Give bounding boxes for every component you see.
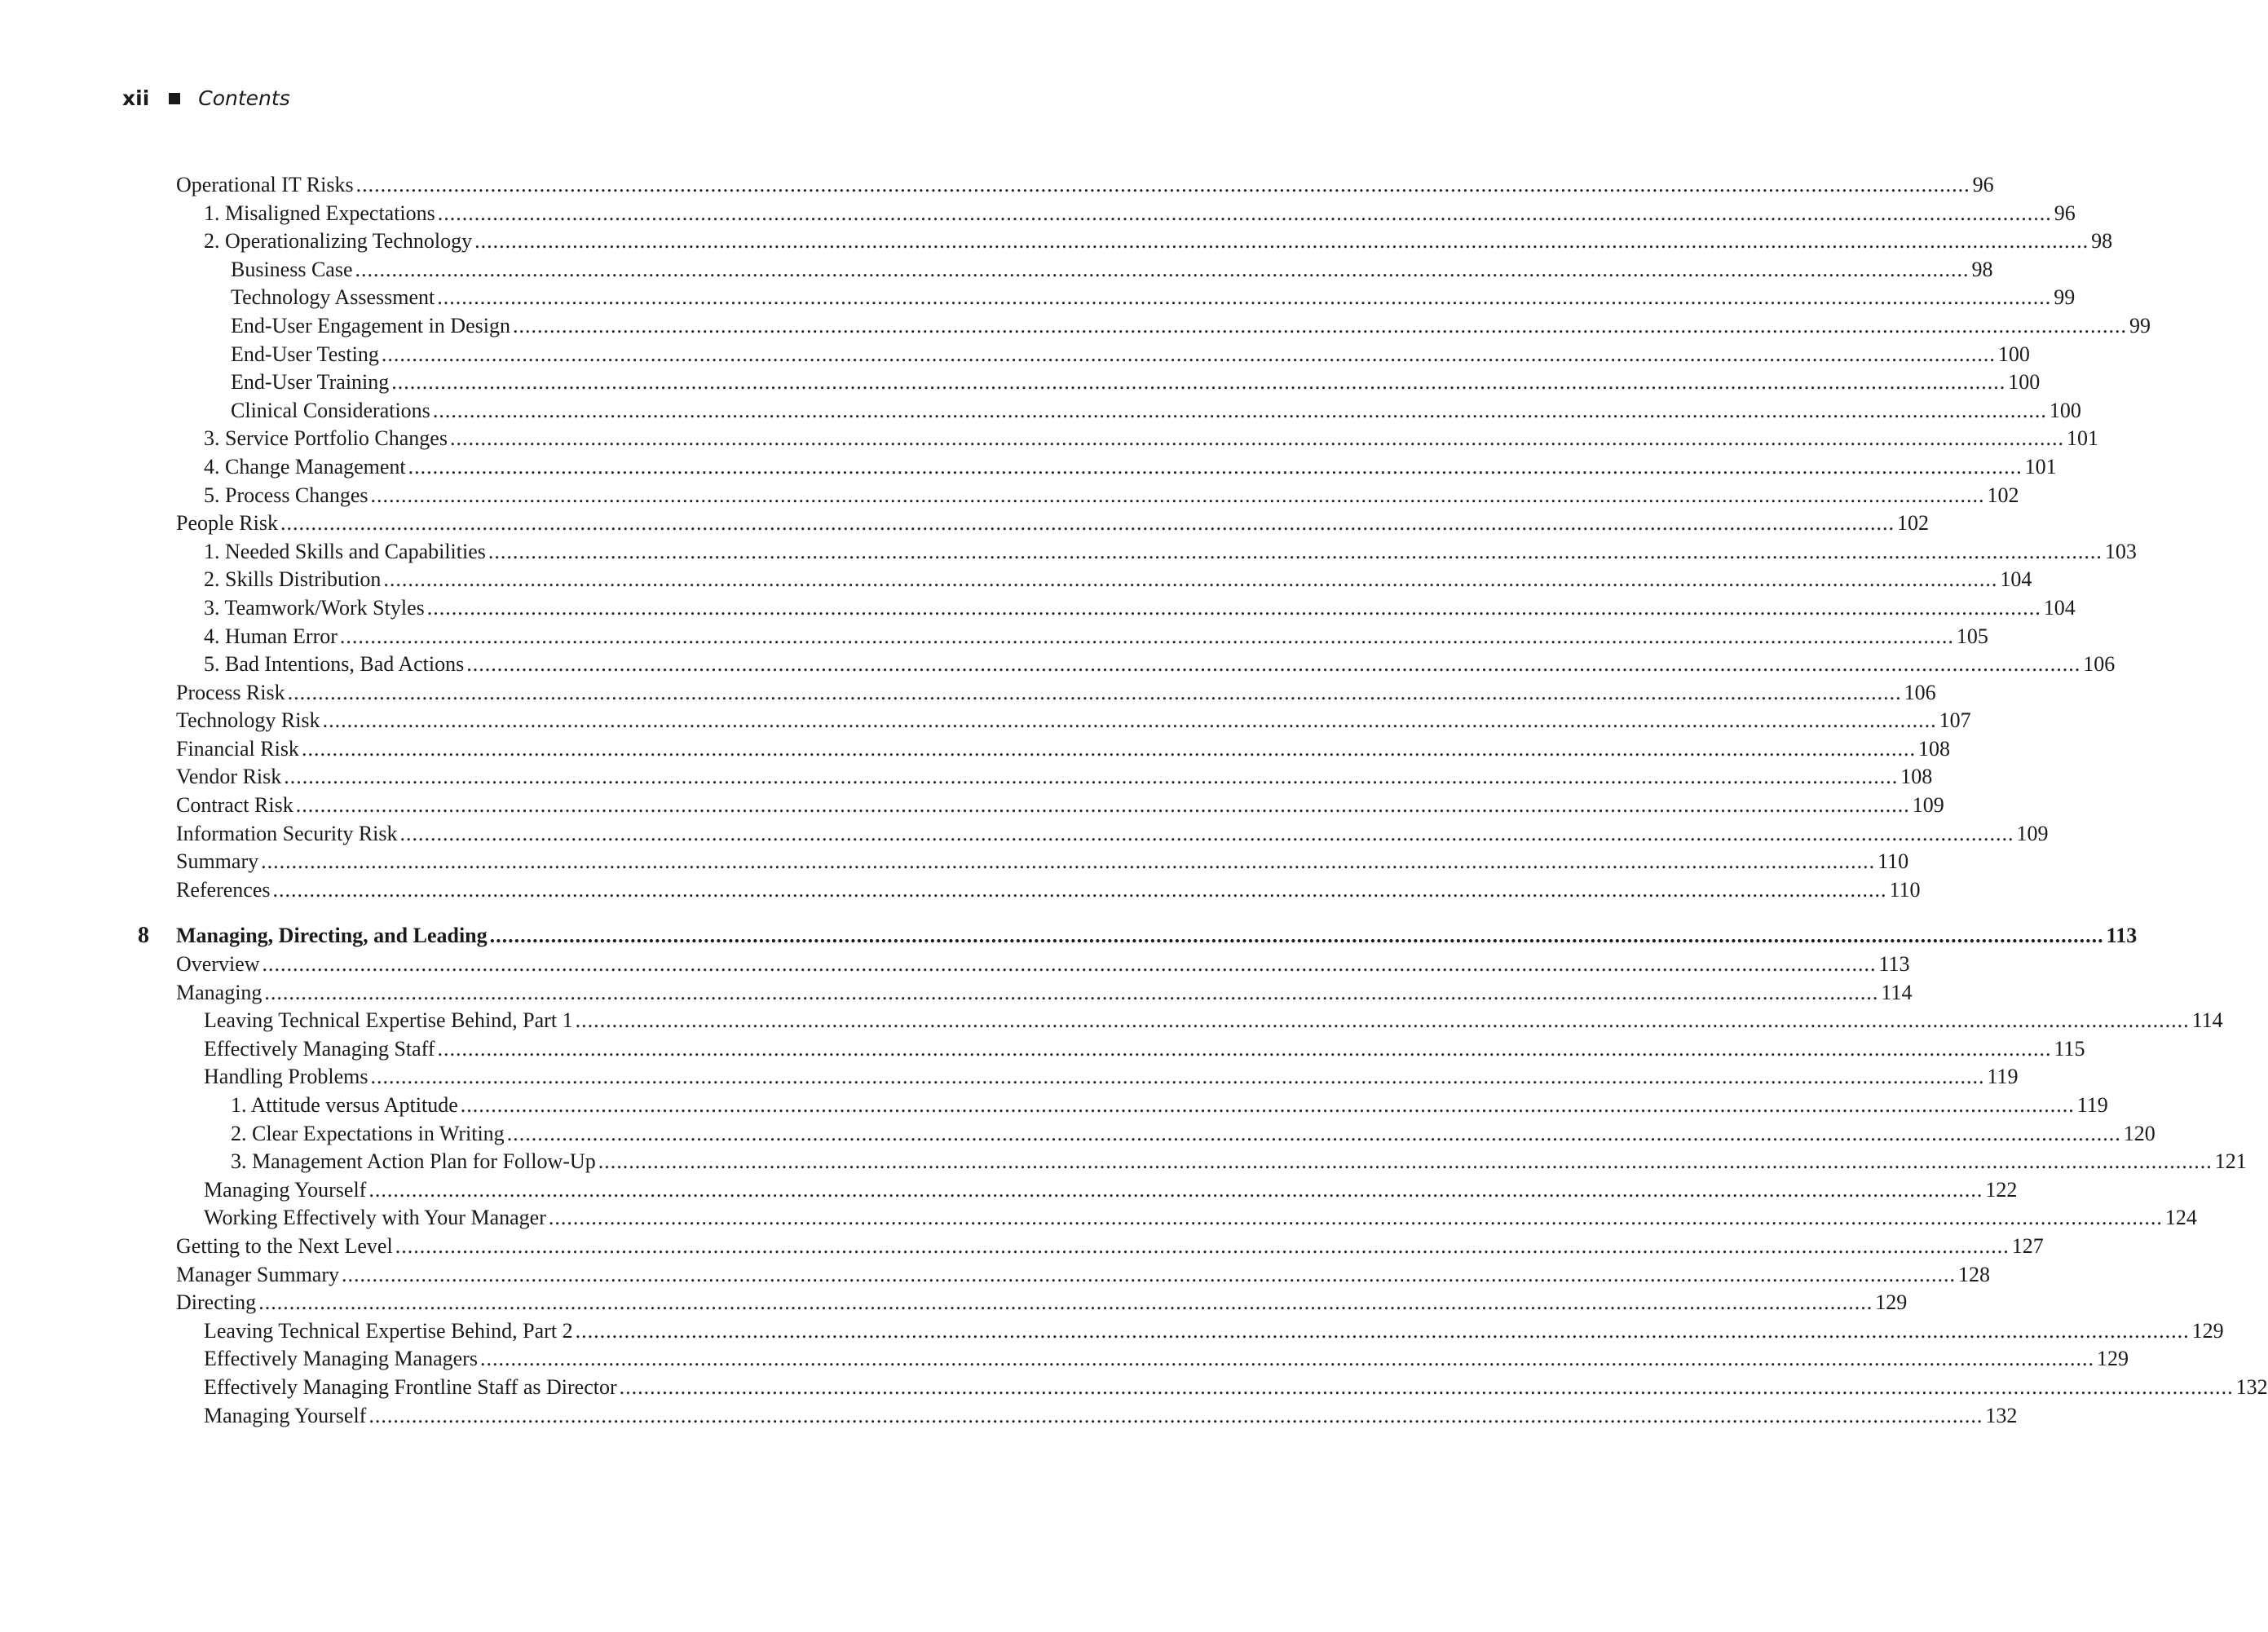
toc-entry-page: 100 [2008,370,2041,395]
toc-entry[interactable] [176,979,1913,1008]
dot-leader [391,368,2005,397]
toc-entry-page: 96 [2054,201,2076,225]
dot-leader [382,341,1996,369]
toc-entry-page: 129 [2191,1318,2224,1343]
dot-leader [356,171,1970,200]
toc-entry[interactable] [176,341,2030,369]
dot-leader [280,509,1895,538]
toc-entry[interactable] [176,707,1971,735]
toc-entry-page: 105 [1956,624,1988,648]
dot-leader [323,707,1937,735]
toc-entry-label: Working Effectively with Your Manager [204,1206,546,1230]
dot-leader [370,482,1984,510]
toc-entry[interactable] [176,200,2076,228]
toc-entry[interactable] [176,368,2041,397]
toc-entry-label: 3. Management Action Plan for Follow-Up [231,1149,596,1174]
toc-entry-label: Handling Problems [204,1065,368,1089]
dot-leader [288,679,1902,708]
toc-entry[interactable] [176,482,2019,510]
toc-entry-page: 98 [2091,229,2113,254]
toc-entry-label: Leaving Technical Expertise Behind, Part 1 [204,1008,573,1033]
toc-entry-label: Vendor Risk [176,765,282,789]
toc-entry[interactable] [176,1233,2044,1261]
toc-entry-page: 114 [1881,980,1913,1004]
toc-entry[interactable] [176,1148,2247,1176]
dot-leader [576,1007,2190,1035]
dot-leader [620,1374,2234,1402]
toc-entry[interactable] [176,651,2116,679]
dot-leader [507,1120,2121,1149]
toc-entry-label: End-User Training [231,370,390,395]
dot-leader [408,453,2023,482]
toc-entry[interactable] [176,623,1988,651]
toc-entry[interactable] [176,594,2076,623]
toc-entry-label: 1. Misaligned Expectations [204,201,435,225]
toc-entry-page: 129 [2096,1347,2129,1371]
toc-entry-label: Technology Assessment [231,285,435,310]
toc-entry-page: 121 [2214,1149,2247,1174]
toc-entry[interactable] [176,1204,2197,1233]
toc-entry-label: Managing [176,980,263,1004]
toc-entry-label: Getting to the Next Level [176,1233,393,1258]
dot-leader [490,922,2104,951]
toc-entry-label: 1. Needed Skills and Capabilities [204,539,486,563]
toc-entry-page: 122 [1985,1177,2018,1202]
toc-entry[interactable] [176,538,2137,567]
toc-entry-label: Directing [176,1290,257,1315]
dot-leader [284,763,1898,792]
toc-entry-label: Effectively Managing Staff [204,1036,435,1061]
toc-entry-page: 102 [1987,483,2019,507]
toc-entry-page: 104 [2000,567,2032,592]
toc-entry[interactable] [176,1007,2223,1035]
toc-entry-label: 2. Skills Distribution [204,567,382,592]
toc-entry-label: 4. Human Error [204,624,338,648]
toc-entry-label: Business Case [231,257,353,281]
dot-leader [371,1063,1985,1092]
toc-entry-label: People Risk [176,511,278,536]
toc-entry-page: 106 [2083,652,2116,677]
dot-leader [480,1345,2094,1374]
dot-leader [383,566,1997,594]
toc-entry[interactable] [176,1092,2108,1120]
toc-entry-page: 108 [1917,736,1950,761]
toc-entry[interactable] [176,1317,2224,1346]
toc-entry[interactable] [176,848,1909,876]
toc-entry-page: 100 [2049,398,2081,422]
toc-entry-page: 115 [2054,1036,2085,1061]
toc-entry[interactable] [176,312,2151,341]
toc-entry-label: 2. Clear Expectations in Writing [231,1121,505,1145]
toc-entry-page: 103 [2104,539,2137,563]
toc-entry-label: End-User Engagement in Design [231,313,510,337]
dot-leader [368,1176,1983,1205]
toc-chapter-entry[interactable] [138,922,2138,951]
dot-leader [368,1402,1983,1431]
dot-leader [302,735,1916,764]
toc-entry-page: 119 [2076,1093,2108,1117]
toc-entry-page: 124 [2164,1206,2197,1230]
toc-entry-label: Contract Risk [176,793,293,818]
toc-entry[interactable] [176,284,2076,312]
chapter-number: 8 [138,923,149,949]
dot-leader [355,256,1970,284]
toc-entry-page: 108 [1900,765,1933,789]
toc-entry-label: Effectively Managing Frontline Staff as Director [204,1374,617,1399]
toc-entry-page: 129 [1875,1290,1908,1315]
toc-entry-page: 120 [2123,1121,2155,1145]
toc-entry-page: 96 [1972,173,1994,196]
toc-entry-page: 109 [2016,821,2049,845]
toc-entry-page: 132 [2235,1374,2268,1399]
dot-leader [438,1035,2052,1064]
toc-entry-page: 114 [2191,1008,2223,1033]
toc-entry[interactable] [176,171,1994,200]
dot-leader [427,594,2041,623]
running-title: Contents [198,86,290,110]
dot-leader [258,1289,1873,1317]
toc-entry[interactable] [176,792,1944,820]
toc-entry-label: Clinical Considerations [231,398,430,422]
toc-entry-label: 4. Change Management [204,454,406,479]
toc-entry-label: References [176,877,271,902]
dot-leader [474,227,2089,256]
dot-leader [488,538,2103,567]
toc-entry-page: 110 [1889,877,1921,902]
toc-entry-label: Managing Yourself [204,1177,367,1202]
dot-leader [513,312,2127,341]
toc-entry[interactable] [176,425,2098,453]
toc-entry[interactable] [176,679,1936,708]
dot-leader [400,820,2014,849]
dot-leader [576,1317,2190,1346]
toc-entry[interactable] [176,735,1950,764]
toc-entry-label: 5. Bad Intentions, Bad Actions [204,652,465,677]
toc-entry-page: 104 [2043,595,2076,620]
toc-entry-label: Leaving Technical Expertise Behind, Part 2 [204,1318,573,1343]
dot-leader [549,1204,2163,1233]
toc-entry[interactable] [176,256,1993,284]
dot-leader [272,876,1886,905]
toc-entry-label: 5. Process Changes [204,483,368,507]
toc-entry-label: Summary [176,849,259,874]
dot-leader [395,1233,2010,1261]
dot-leader [437,284,2051,312]
toc-entry-page: 98 [1971,257,1993,281]
dot-leader [342,1261,1956,1290]
toc-entry[interactable] [176,566,2032,594]
dot-leader [264,979,1878,1008]
toc-entry-page: 101 [2066,426,2098,451]
dot-leader [466,651,2080,679]
toc-entry[interactable] [176,397,2081,426]
dot-leader [438,200,2052,228]
toc-entry-label: 3. Service Portfolio Changes [204,426,448,451]
dot-leader [461,1092,2075,1120]
square-bullet-icon [169,93,180,104]
toc-entry-page: 127 [2011,1233,2044,1258]
toc-entry[interactable] [176,1374,2268,1402]
toc-entry-page: 113 [2106,924,2138,948]
toc-entry[interactable] [176,763,1933,792]
toc-entry[interactable] [176,820,2049,849]
toc-entry-label: Operational IT Risks [176,173,354,196]
toc-entry[interactable] [176,1120,2155,1149]
toc-entry-page: 110 [1877,849,1909,874]
toc-entry[interactable] [176,1345,2129,1374]
toc-entry[interactable] [176,951,1910,979]
dot-leader [433,397,2047,426]
toc-entry-label: Technology Risk [176,708,320,733]
toc-entry-label: Manager Summary [176,1262,340,1286]
toc-entry-page: 101 [2024,454,2057,479]
running-header [122,86,290,110]
dot-leader [340,623,1954,651]
toc-entry-page: 132 [1985,1403,2018,1427]
dot-leader [296,792,1910,820]
dot-leader [261,848,1875,876]
page-number: xii [122,86,150,110]
toc-entry[interactable] [176,1289,1908,1317]
toc-entry[interactable] [176,227,2113,256]
toc-entry-label: Managing Yourself [204,1403,367,1427]
toc-entry[interactable] [176,1261,1991,1290]
toc-entry-page: 106 [1904,680,1936,704]
toc-entry-label: Process Risk [176,680,285,704]
toc-entry-page: 99 [2054,285,2076,310]
table-of-contents [138,171,2268,1430]
toc-entry-label: 3. Teamwork/Work Styles [204,595,425,620]
dot-leader [598,1148,2213,1176]
dot-leader [450,425,2064,453]
toc-entry-page: 107 [1939,708,1971,733]
toc-entry-page: 99 [2129,313,2151,337]
toc-entry[interactable] [176,1176,2018,1205]
toc-entry-page: 128 [1958,1262,1991,1286]
toc-entry-label: 2. Operationalizing Technology [204,229,473,254]
toc-entry-label: Information Security Risk [176,821,398,845]
toc-entry-page: 119 [1987,1065,2019,1089]
toc-entry-label: Effectively Managing Managers [204,1347,478,1371]
toc-entry-label: Overview [176,952,260,977]
toc-entry[interactable] [176,1402,2018,1431]
toc-entry-label: Managing, Directing, and Leading [176,924,488,948]
toc-entry[interactable] [176,1063,2019,1092]
toc-entry[interactable] [176,509,1929,538]
toc-entry-page: 102 [1896,511,1929,536]
toc-entry-label: End-User Testing [231,342,379,366]
dot-leader [263,951,1877,979]
toc-entry-label: Financial Risk [176,736,299,761]
toc-entry-page: 113 [1878,952,1910,977]
toc-entry[interactable] [176,876,1921,905]
toc-entry-page: 109 [1912,793,1944,818]
toc-entry-label: 1. Attitude versus Aptitude [231,1093,458,1117]
toc-entry-page: 100 [1997,342,2030,366]
toc-entry[interactable] [176,1035,2085,1064]
toc-entry[interactable] [176,453,2057,482]
